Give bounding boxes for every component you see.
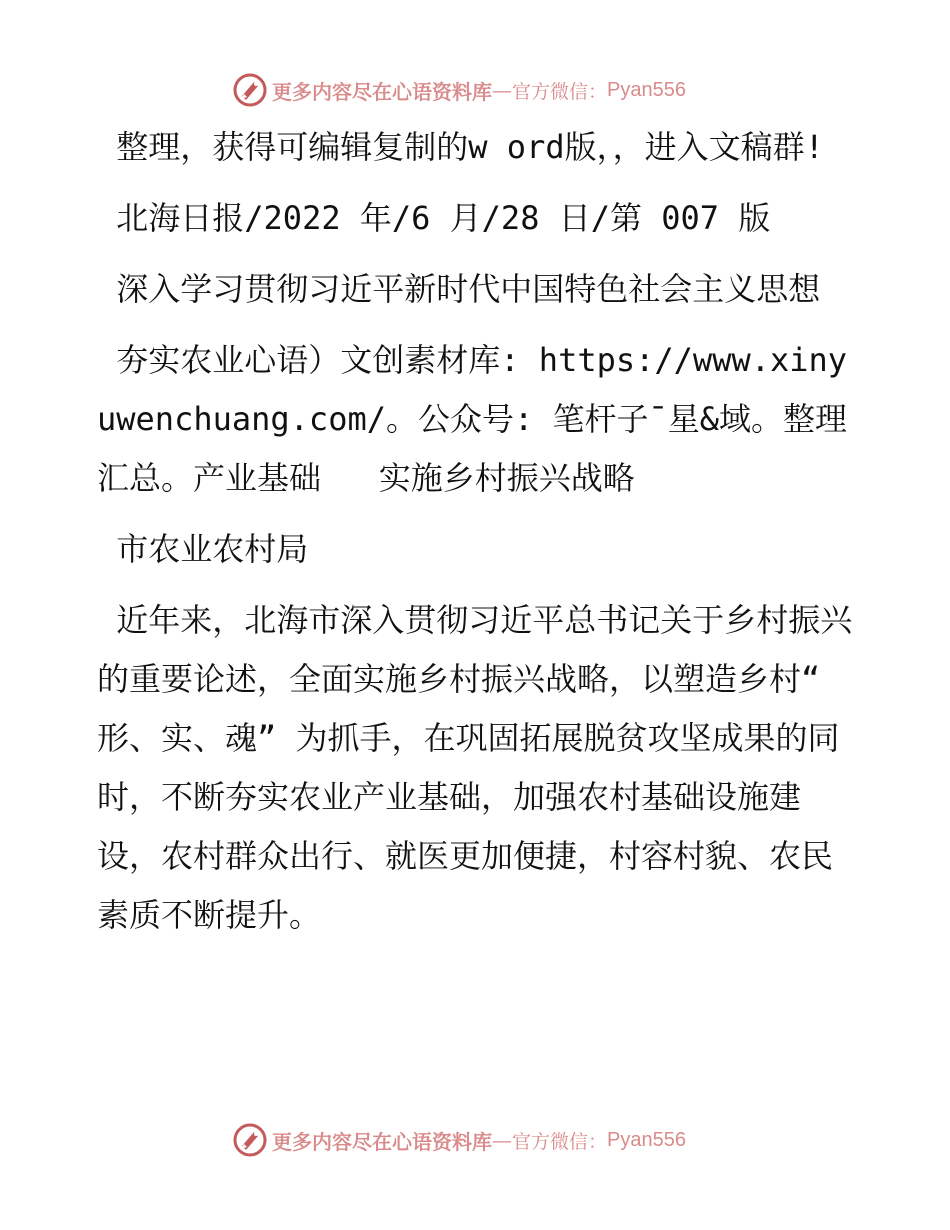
header-banner — [232, 70, 712, 110]
footer-banner — [232, 1120, 712, 1160]
paragraph-intro: 整理，获得可编辑复制的w ord版，，进入文稿群! — [97, 128, 824, 166]
paragraph-heading: 深入学习贯彻习近平新时代中国特色社会主义思想 — [97, 270, 821, 308]
paragraph-subheading: 夯实农业心语）文创素材库: https://www.xinyuwenchuang.com/。公众号: 笔杆子¯星&域。整理汇总。产业基础 实施乡村振兴战略 — [97, 341, 848, 497]
banner-title: 更多内容尽在心语资料库 — [272, 1129, 492, 1154]
document-body — [97, 118, 857, 957]
paragraph-source: 北海日报/2022 年/6 月/28 日/第 007 版 — [97, 199, 771, 237]
banner-wechat-label: 官方微信： — [512, 1130, 608, 1153]
banner-title: 更多内容尽在心语资料库 — [272, 79, 492, 104]
pen-logo-icon — [232, 72, 268, 108]
banner-dash: — — [492, 1128, 512, 1152]
banner-wechat-id: Pyan556 — [607, 1128, 686, 1151]
paragraph-author: 市农业农村局 — [97, 530, 309, 568]
banner-dash: — — [492, 78, 512, 102]
banner-wechat-id: Pyan556 — [607, 78, 686, 101]
pen-logo-icon — [232, 1122, 268, 1158]
banner-wechat-label: 官方微信： — [512, 80, 608, 103]
paragraph-body: 近年来，北海市深入贯彻习近平总书记关于乡村振兴的重要论述，全面实施乡村振兴战略，以塑造乡村“ 形、实、魂” 为抓手，在巩固拓展脱贫攻坚成果的同时，不断夯实农业产业基础，加强农村基础设施建设，农村群众出行、就医更加便捷，村容村貌、农民素质不断提升。 — [97, 601, 853, 934]
